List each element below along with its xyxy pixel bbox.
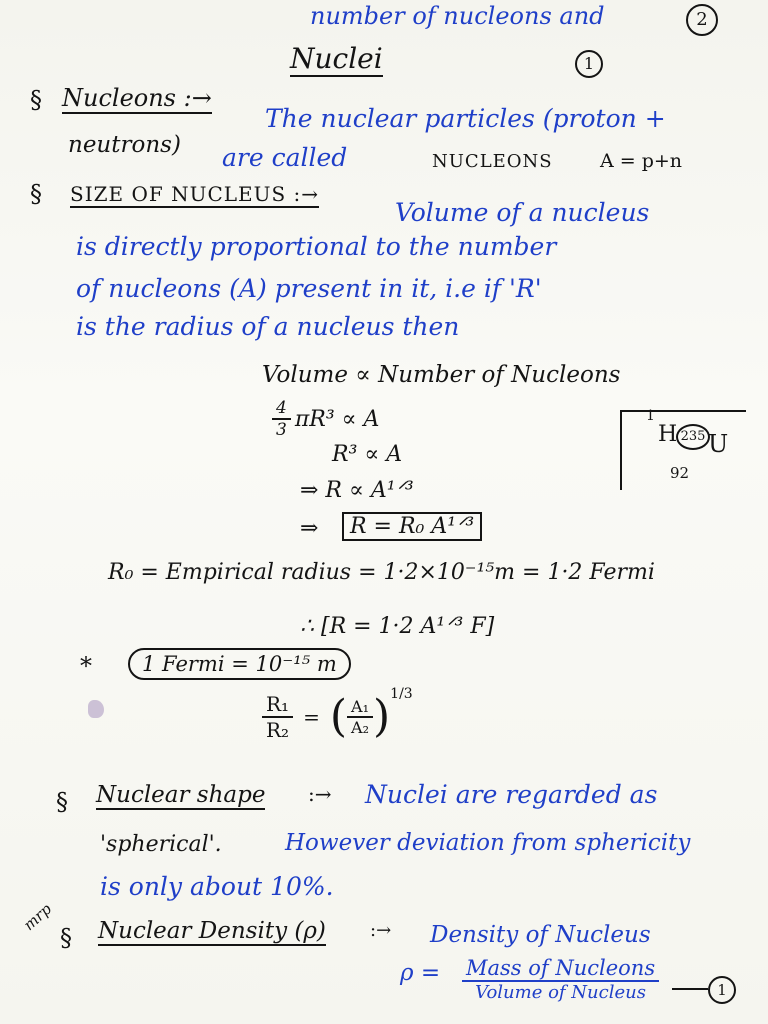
paren-right: ) <box>372 691 391 742</box>
shape-line-3: is only about 10%. <box>100 872 334 901</box>
ratio-left-num: R₁ <box>262 692 293 718</box>
result-box: R = R₀ A¹ᐟ³ <box>342 512 482 541</box>
nucleons-text-1: The nuclear particles (proton + <box>265 104 666 133</box>
margin-note: mrp <box>19 899 56 935</box>
paren-left: ( <box>329 691 348 742</box>
ratio-right-num: A₁ <box>347 697 373 718</box>
therefore-line: ∴ [R = 1·2 A¹ᐟ³ F] <box>300 614 495 639</box>
prop-2-rest: πR³ ∝ A <box>294 406 380 432</box>
ratio-eq: = <box>303 705 320 729</box>
sidebox-top: 1 <box>646 408 655 424</box>
shape-heading: Nuclear shape <box>96 782 266 808</box>
density-arrow: :→ <box>370 920 392 941</box>
ratio-right-den: A₂ <box>351 718 369 737</box>
shape-line-2b: However deviation from sphericity <box>285 830 691 856</box>
prop-3: R³ ∝ A <box>332 442 403 467</box>
ink-smudge <box>88 700 104 718</box>
size-heading: SIZE OF NUCLEUS :→ <box>70 182 320 206</box>
nucleons-caps: NUCLEONS <box>432 151 553 172</box>
prop-2 <box>272 398 379 440</box>
frac-den: 3 <box>276 420 287 440</box>
size-line-3: of nucleons (A) present in it, i.e if 'R' <box>76 274 542 303</box>
shape-line-1: Nuclei are regarded as <box>365 780 658 809</box>
r0-line: R₀ = Empirical radius = 1·2×10⁻¹⁵m = 1·2 Fermi <box>108 560 655 585</box>
sidebox-mass: 235 <box>676 424 710 450</box>
sidebox-atomic: 92 <box>670 464 690 482</box>
prop-5-arrow: ⇒ <box>300 516 319 541</box>
shape-line-2a: 'spherical'. <box>100 832 222 857</box>
page-number: 2 <box>686 4 718 36</box>
section-mark: § <box>30 86 42 114</box>
size-line-1: Volume of a nucleus <box>395 198 650 227</box>
prop-1: Volume ∝ Number of Nucleons <box>262 362 621 388</box>
page-title: Nuclei <box>290 42 383 75</box>
density-fraction <box>462 956 659 1003</box>
size-line-2: is directly proportional to the number <box>76 232 557 261</box>
eq-number: 1 <box>708 976 736 1004</box>
nucleons-formula: A = p+n <box>600 150 683 172</box>
nucleons-heading: Nucleons :→ <box>62 84 212 112</box>
density-num: Mass of Nucleons <box>462 956 659 982</box>
sidebox-element: H <box>658 422 678 447</box>
nucleons-text-2b: are called <box>222 143 348 172</box>
section-mark: § <box>56 788 68 816</box>
top-text: number of nucleons and <box>310 2 605 30</box>
section-mark: § <box>60 924 72 952</box>
ratio-formula <box>262 686 413 742</box>
sidebox-letter: U <box>708 430 729 458</box>
eq-dash <box>672 988 708 990</box>
density-rho: ρ = <box>400 960 441 986</box>
title-number: 1 <box>575 50 603 78</box>
section-mark: § <box>30 180 42 208</box>
density-text: Density of Nucleus <box>430 922 651 948</box>
density-heading: Nuclear Density (ρ) <box>98 918 326 944</box>
density-den: Volume of Nucleus <box>475 982 646 1003</box>
prop-4: ⇒ R ∝ A¹ᐟ³ <box>300 478 414 503</box>
star-mark: * <box>80 652 92 680</box>
frac-num: 4 <box>272 398 291 420</box>
fermi-oval: 1 Fermi = 10⁻¹⁵ m <box>128 648 351 680</box>
ratio-power: 1/3 <box>390 686 413 702</box>
shape-arrow: :→ <box>308 782 332 806</box>
ratio-left-den: R₂ <box>266 718 290 742</box>
nucleons-text-2a: neutrons) <box>68 132 181 158</box>
size-line-4: is the radius of a nucleus then <box>76 312 460 341</box>
